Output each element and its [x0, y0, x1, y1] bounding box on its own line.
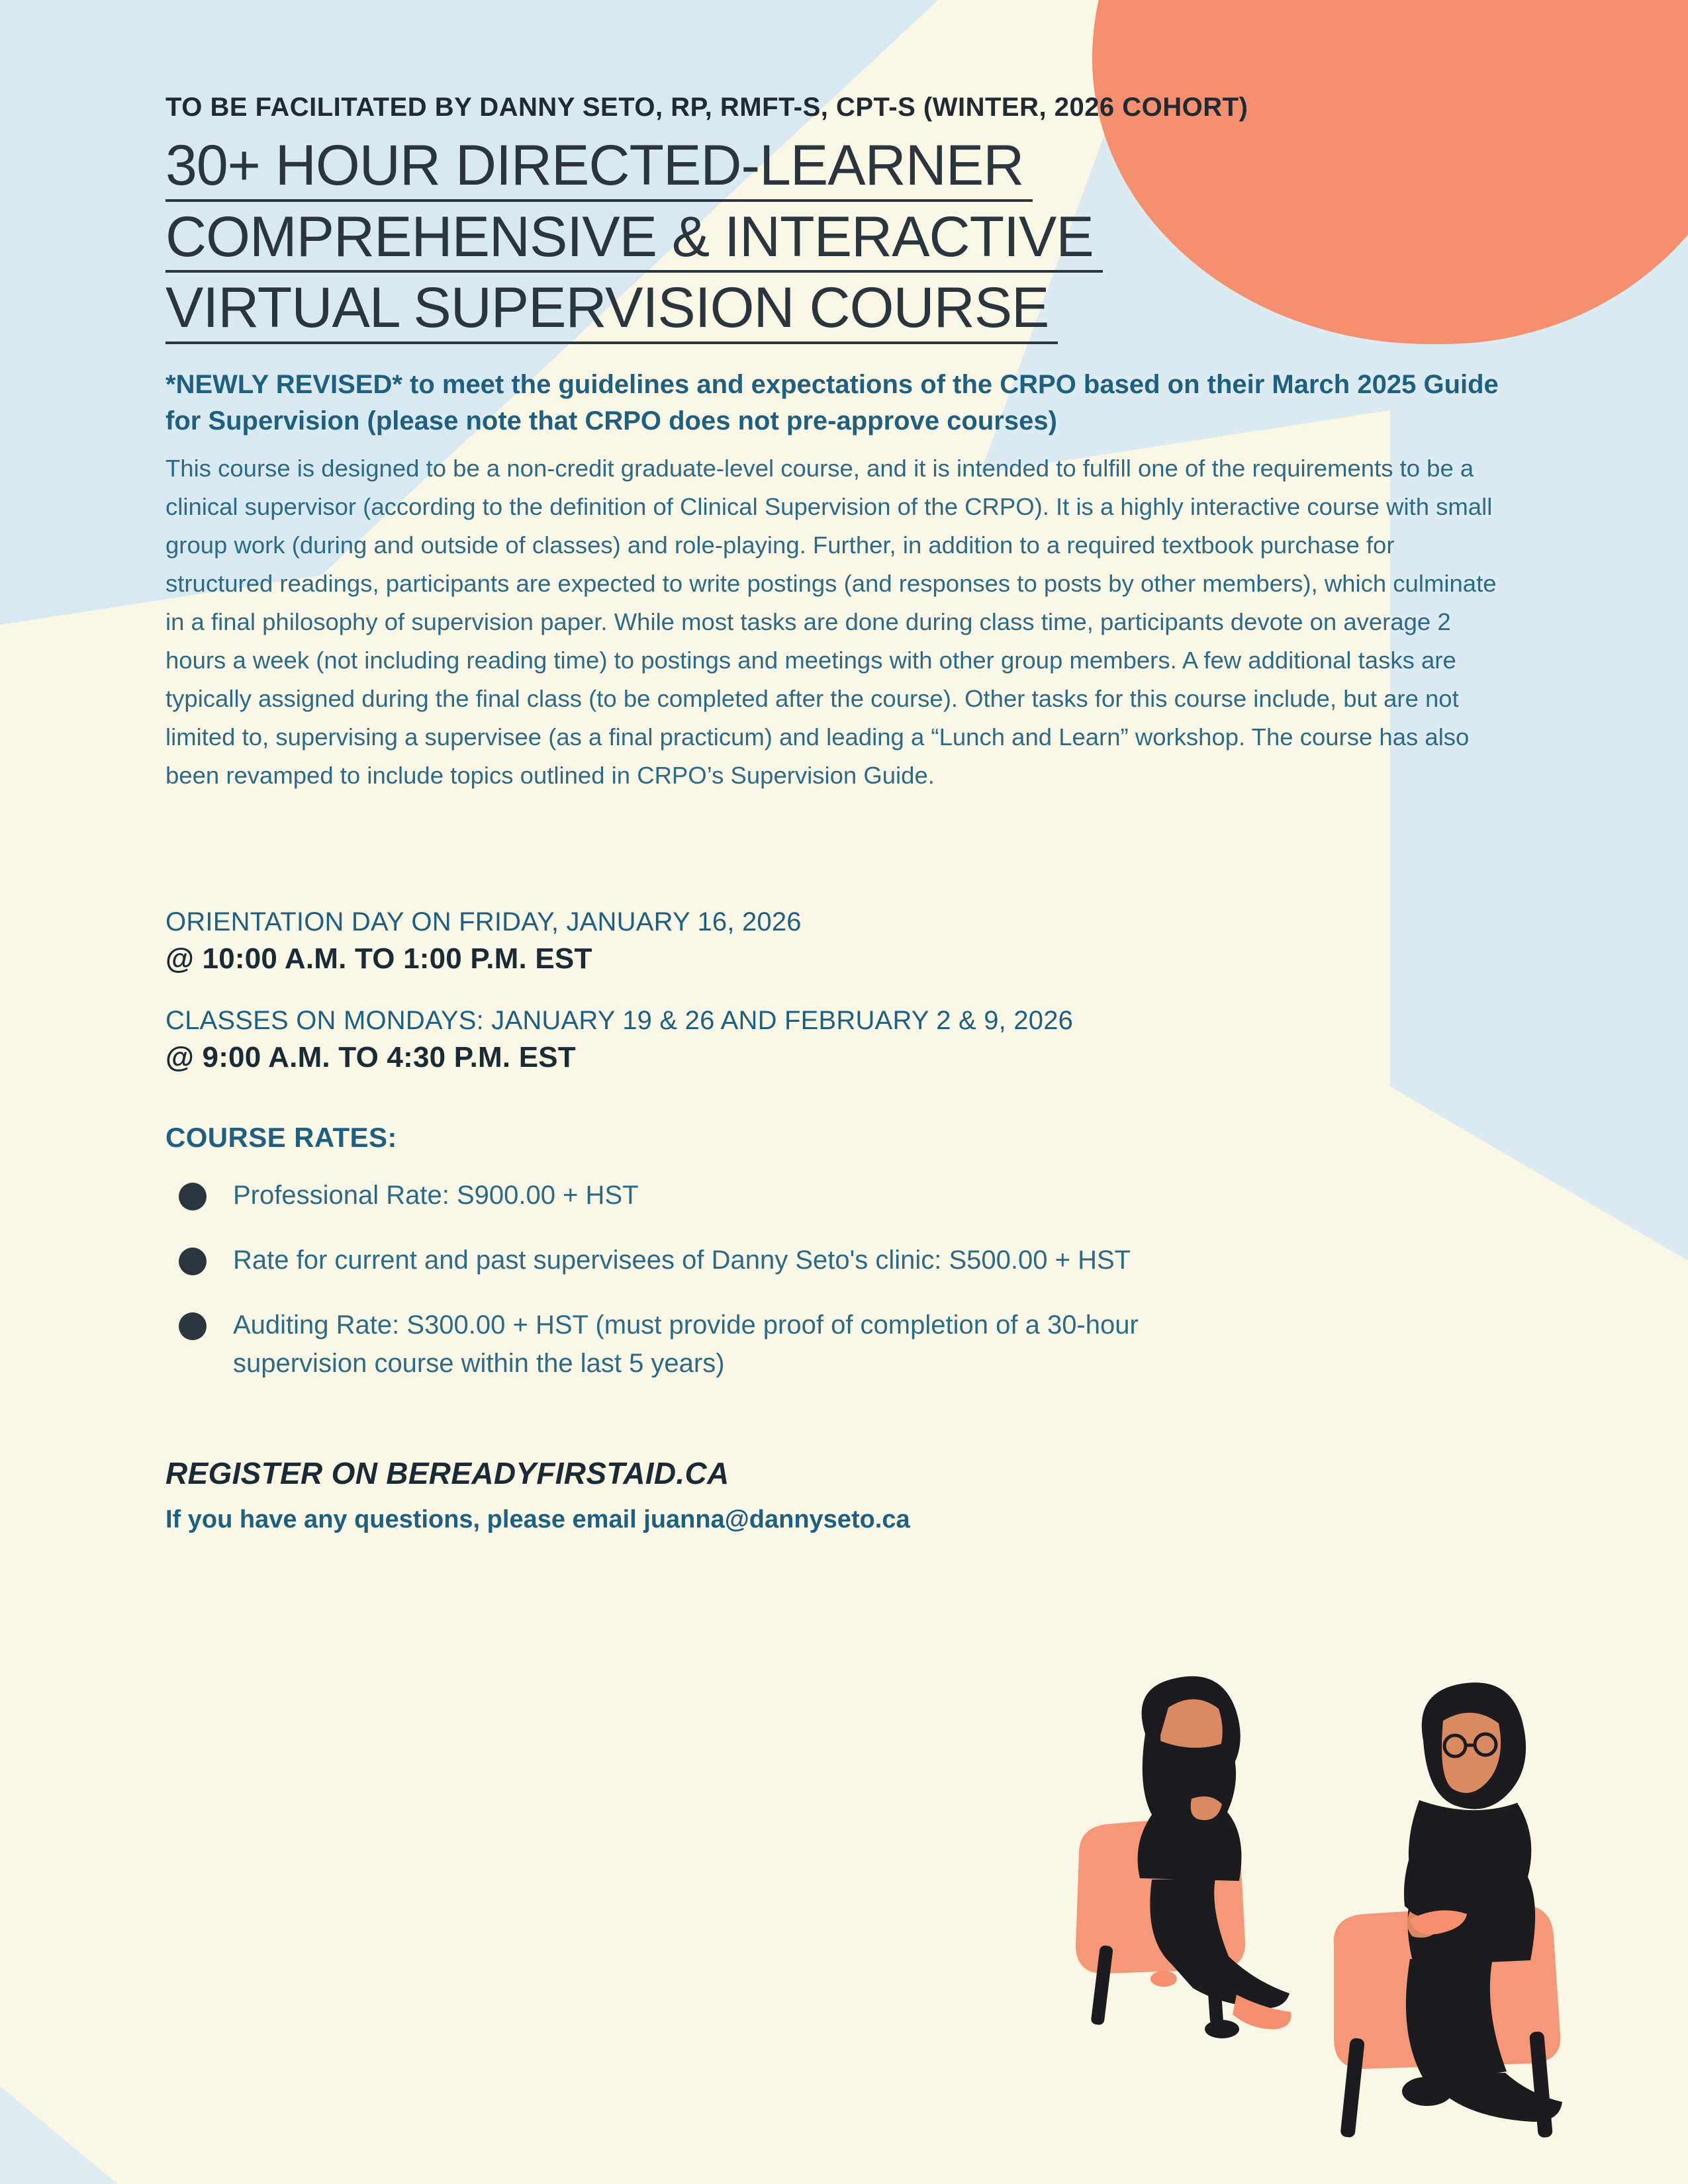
list-item: [165, 1241, 1172, 1279]
course-rates-list: [165, 1176, 1172, 1383]
page-title-line-3: VIRTUAL SUPERVISION COURSE: [165, 279, 1058, 344]
course-description: This course is designed to be a non-credit graduate-level course, and it is intended to fulfill one of the requirements to be a clinical supervisor (according to the definition of Clinical Supervision of the CRPO). It is a highly interactive course with small group work (during and outside of classes) and role-playing. Further, in addition to a required textbook purchase for structured readings, participants are expected to write postings (and responses to posts by other members), which culminate in a final philosophy of supervision paper. While most tasks are done during class time, participants devote on average 2 hours a week (not including reading time) to postings and meetings with other group members. A few additional tasks are typically assigned during the final class (to be completed after the course). Other tasks for this course include, but are not limited to, supervising a supervisee (as a final practicum) and leading a “Lunch and Learn” workshop. The course has also been revamped to include topics outlined in CRPO’s Supervision Guide.: [165, 454, 1497, 789]
schedule-time: @ 10:00 A.M. TO 1:00 P.M. EST: [165, 942, 592, 975]
page-title-line-2: COMPREHENSIVE & INTERACTIVE: [165, 208, 1103, 273]
register-callout[interactable]: REGISTER ON BEREADYFIRSTAID.CA: [165, 1455, 729, 1490]
schedule-item-classes: [165, 1006, 1529, 1074]
rate-text: Auditing Rate: S300.00 + HST (must provide proof of completion of a 30-hour supervision course within the last 5 years): [233, 1310, 1139, 1378]
two-people-in-conversation-illustration: [1066, 1635, 1615, 2164]
list-item: [165, 1306, 1172, 1383]
contact-email-line[interactable]: If you have any questions, please email juanna@dannyseto.ca: [165, 1505, 910, 1533]
rate-text: Rate for current and past supervisees of Danny Seto's clinic: S500.00 + HST: [233, 1245, 1131, 1275]
schedule-time: @ 9:00 A.M. TO 4:30 P.M. EST: [165, 1040, 576, 1073]
revised-note: *NEWLY REVISED* to meet the guidelines and expectations of the CRPO based on their March 2025 Guide for Supervision (please note that CRPO does not pre-approve courses): [165, 370, 1499, 436]
page-title-line-1: 30+ HOUR DIRECTED-LEARNER: [165, 137, 1033, 202]
schedule-label: ORIENTATION DAY ON FRIDAY, JANUARY 16, 2026: [165, 907, 802, 936]
bullet-icon: [179, 1183, 207, 1210]
page-title: [165, 134, 1529, 344]
rate-text: Professional Rate: S900.00 + HST: [233, 1180, 639, 1210]
course-rates-heading: COURSE RATES:: [165, 1121, 397, 1153]
facilitator-line: TO BE FACILITATED BY DANNY SETO, RP, RMFT-S, CPT-S (WINTER, 2026 COHORT): [165, 93, 1248, 122]
bullet-icon: [179, 1312, 207, 1340]
bullet-icon: [179, 1248, 207, 1275]
schedule-label: CLASSES ON MONDAYS: JANUARY 19 & 26 AND FEBRUARY 2 & 9, 2026: [165, 1005, 1074, 1035]
schedule-item-orientation: [165, 907, 1529, 976]
schedule-section: [165, 907, 1529, 1074]
list-item: [165, 1176, 1172, 1214]
